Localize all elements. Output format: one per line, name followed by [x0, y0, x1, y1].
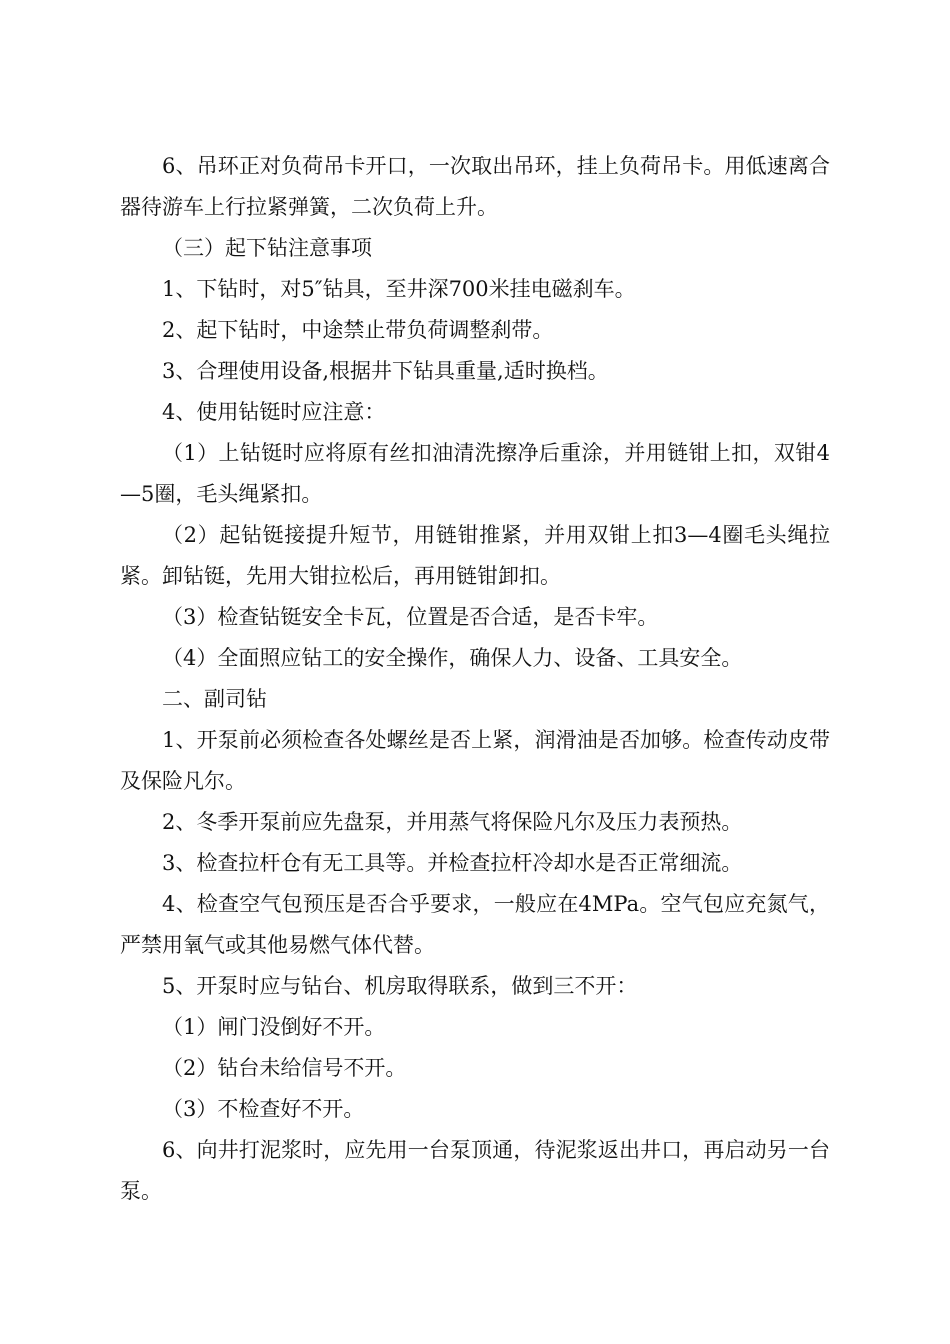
paragraph-drill-collar-3: （3）检查钻铤安全卡瓦，位置是否合适，是否卡牢。 [162, 605, 659, 629]
section-heading-assistant-driller: 二、副司钻 [162, 687, 267, 711]
paragraph-three-no-start-2: （2）钻台未给信号不开。 [162, 1056, 407, 1080]
paragraph-assistant-driller-3: 3、检查拉杆仓有无工具等。并检查拉杆冷却水是否正常细流。 [162, 851, 743, 875]
paragraph-tripping-4: 4、使用钻铤时应注意： [162, 400, 386, 424]
paragraph-three-no-start-1: （1）闸门没倒好不开。 [162, 1015, 386, 1039]
paragraph-drill-collar-2: （2）起钻铤接提升短节，用链钳推紧，并用双钳上扣3—4圈毛头绳拉紧。卸钻铤，先用大钳拉松后，再用链钳卸扣。 [120, 523, 830, 588]
paragraph-three-no-start-3: （3）不检查好不开。 [162, 1097, 365, 1121]
paragraph-drill-collar-1: （1）上钻铤时应将原有丝扣油清洗擦净后重涂，并用链钳上扣，双钳4—5圈，毛头绳紧扣。 [120, 441, 830, 506]
paragraph-assistant-driller-6: 6、向井打泥浆时，应先用一台泵顶通，待泥浆返出井口，再启动另一台泵。 [120, 1138, 830, 1203]
section-heading-tripping-notes: （三）起下钻注意事项 [162, 236, 372, 260]
document-body [120, 146, 830, 1212]
paragraph-tripping-2: 2、起下钻时，中途禁止带负荷调整刹带。 [162, 318, 554, 342]
paragraph-assistant-driller-5: 5、开泵时应与钻台、机房取得联系，做到三不开： [162, 974, 638, 998]
paragraph-assistant-driller-4: 4、检查空气包预压是否合乎要求，一般应在4MPa。空气包应充氮气，严禁用氧气或其他易燃气体代替。 [120, 892, 830, 957]
paragraph-tripping-3: 3、合理使用设备,根据井下钻具重量,适时换档。 [162, 359, 609, 383]
paragraph-assistant-driller-1: 1、开泵前必须检查各处螺丝是否上紧，润滑油是否加够。检查传动皮带及保险凡尔。 [120, 728, 830, 793]
paragraph-tripping-1: 1、下钻时，对5″钻具，至井深700米挂电磁刹车。 [162, 277, 636, 301]
paragraph-hook-load-step-6: 6、吊环正对负荷吊卡开口，一次取出吊环，挂上负荷吊卡。用低速离合器待游车上行拉紧弹簧，二次负荷上升。 [120, 154, 830, 219]
paragraph-drill-collar-4: （4）全面照应钻工的安全操作，确保人力、设备、工具安全。 [162, 646, 743, 670]
paragraph-assistant-driller-2: 2、冬季开泵前应先盘泵，并用蒸气将保险凡尔及压力表预热。 [162, 810, 743, 834]
